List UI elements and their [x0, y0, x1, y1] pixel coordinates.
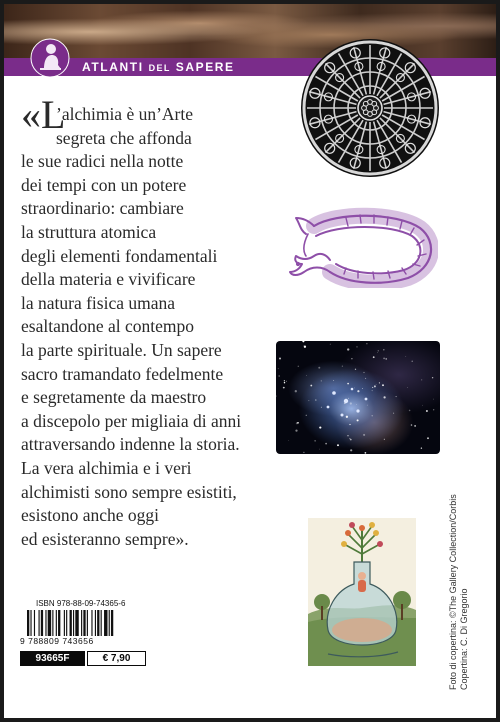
series-title	[82, 58, 235, 76]
quote-line: e segretamente da maestro	[21, 387, 207, 408]
quote-line: La vera alchimia e i veri	[21, 457, 192, 478]
credit-cover: Copertina: C. Di Gregorio	[459, 588, 469, 690]
photo-credits	[448, 494, 470, 690]
quote-line: la struttura atomica	[21, 221, 157, 242]
barcode-digits: 9 788809 743656	[20, 636, 94, 646]
credit-photo: Foto di copertina: ©The Gallery Collection/Corbis	[448, 494, 458, 690]
back-cover-quote	[21, 92, 291, 551]
quote-line: la parte spirituale. Un sapere	[21, 339, 222, 360]
quote-line: segreta che affonda	[56, 127, 192, 148]
quote-line: esistono anche oggi	[21, 505, 160, 526]
price-label: € 7,90	[87, 651, 146, 666]
sitting-figure-logo-icon	[30, 38, 70, 78]
quote-line: dei tempi con un potere	[21, 174, 187, 195]
quote-line: ’alchimia è un’Arte	[56, 104, 194, 124]
quote-line: attraversando indenne la storia.	[21, 434, 240, 455]
quote-line: la natura fisica umana	[21, 292, 176, 313]
quote-line: le sue radici nella notte	[21, 151, 184, 172]
quote-line: esaltandone al contempo	[21, 316, 194, 337]
alchemical-vessel-illustration	[308, 518, 416, 666]
gothic-rose-window	[300, 38, 440, 178]
quote-line: a discepolo per migliaia di anni	[21, 410, 242, 431]
quote-line: straordinario: cambiare	[21, 198, 184, 219]
quote-opening-mark: «L	[21, 92, 66, 137]
quote-line: alchimisti sono sempre esistiti,	[21, 481, 237, 502]
ouroboros-serpent	[286, 206, 438, 288]
series-word-3: SAPERE	[175, 60, 235, 74]
star-cluster-photo	[276, 341, 440, 454]
quote-line: sacro tramandato fedelmente	[21, 363, 224, 384]
quote-line: degli elementi fondamentali	[21, 245, 218, 266]
series-word-1: ATLANTI	[82, 60, 144, 74]
quote-line: ed esisteranno sempre».	[21, 528, 189, 549]
quote-line: della materia e vivificare	[21, 269, 196, 290]
isbn-label: ISBN 978-88-09-74365-6	[36, 599, 126, 608]
product-code: 93665F	[20, 651, 85, 666]
barcode-bars	[27, 610, 139, 636]
series-word-2: DEL	[148, 63, 171, 73]
